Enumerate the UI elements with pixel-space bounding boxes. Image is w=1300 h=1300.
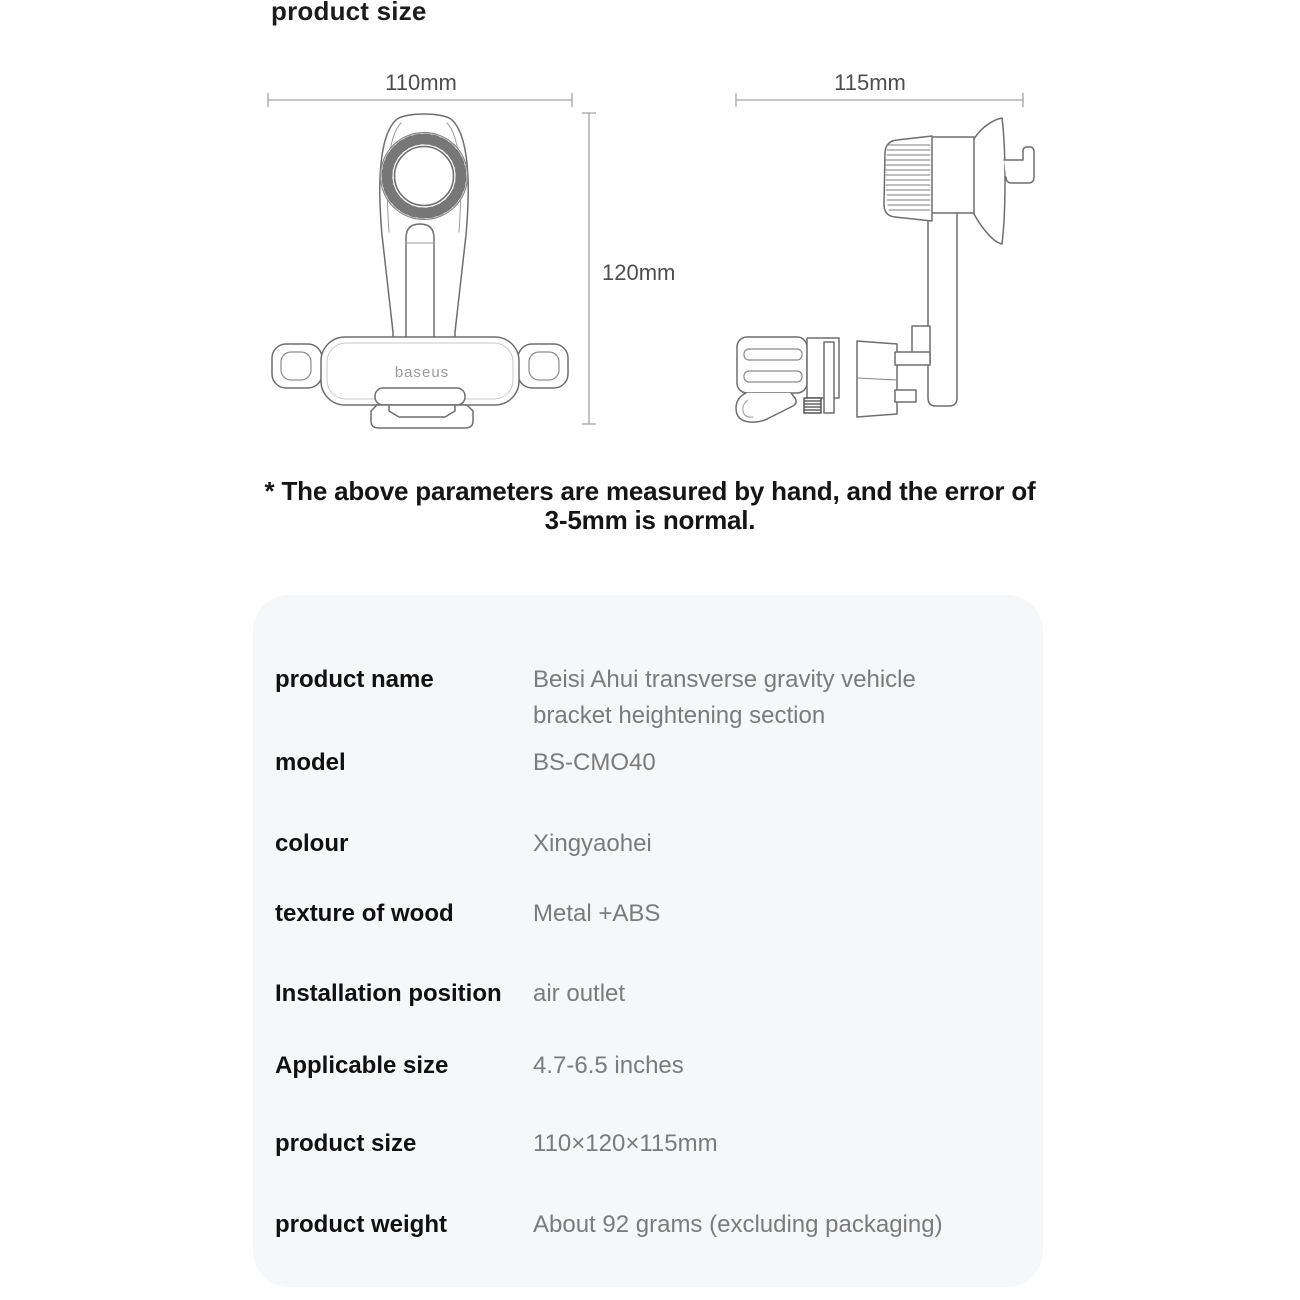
spec-label: Installation position bbox=[275, 980, 502, 1007]
baseus-logo-text: baseus bbox=[394, 364, 450, 381]
side-width-label: 115mm bbox=[834, 70, 906, 95]
measurement-note-line2: 3-5mm is normal. bbox=[544, 505, 756, 535]
spec-value: air outlet bbox=[533, 980, 626, 1007]
front-height-label: 120mm bbox=[602, 260, 676, 285]
spec-value: Metal +ABS bbox=[533, 900, 661, 927]
spec-row-product-weight bbox=[275, 1207, 943, 1243]
spec-value: 110×120×115mm bbox=[533, 1130, 718, 1157]
spec-row-product-name bbox=[275, 662, 998, 734]
spec-row-model bbox=[275, 745, 656, 781]
side-view-drawing bbox=[736, 118, 1034, 422]
front-width-dimension bbox=[268, 93, 572, 107]
spec-row-applicable-size bbox=[275, 1048, 684, 1084]
spec-row-product-size bbox=[275, 1126, 718, 1162]
spec-table bbox=[253, 595, 1043, 1287]
spec-label: texture of wood bbox=[275, 900, 454, 927]
front-height-dimension bbox=[582, 113, 596, 424]
spec-row-material bbox=[275, 896, 660, 932]
spec-label: Applicable size bbox=[275, 1052, 449, 1079]
spec-value: About 92 grams (excluding packaging) bbox=[533, 1211, 943, 1238]
measurement-note bbox=[0, 477, 1300, 535]
front-width-label: 110mm bbox=[385, 70, 457, 95]
spec-row-installation-position bbox=[275, 976, 625, 1012]
spec-label: colour bbox=[275, 830, 349, 857]
spec-value: 4.7-6.5 inches bbox=[533, 1052, 684, 1079]
spec-value: Beisi Ahui transverse gravity vehicle bracket heightening section bbox=[533, 666, 916, 729]
page-title: product size bbox=[271, 0, 427, 26]
spec-value: Xingyaohei bbox=[533, 830, 652, 857]
measurement-note-line1: * The above parameters are measured by hand, and the error of bbox=[264, 476, 1036, 506]
spec-label: product weight bbox=[275, 1211, 447, 1238]
spec-label: product size bbox=[275, 1130, 417, 1157]
spec-label: model bbox=[275, 749, 346, 776]
spec-label: product name bbox=[275, 666, 434, 693]
side-width-dimension bbox=[736, 93, 1023, 107]
spec-row-colour bbox=[275, 826, 652, 862]
spec-value: BS-CMO40 bbox=[533, 749, 656, 776]
